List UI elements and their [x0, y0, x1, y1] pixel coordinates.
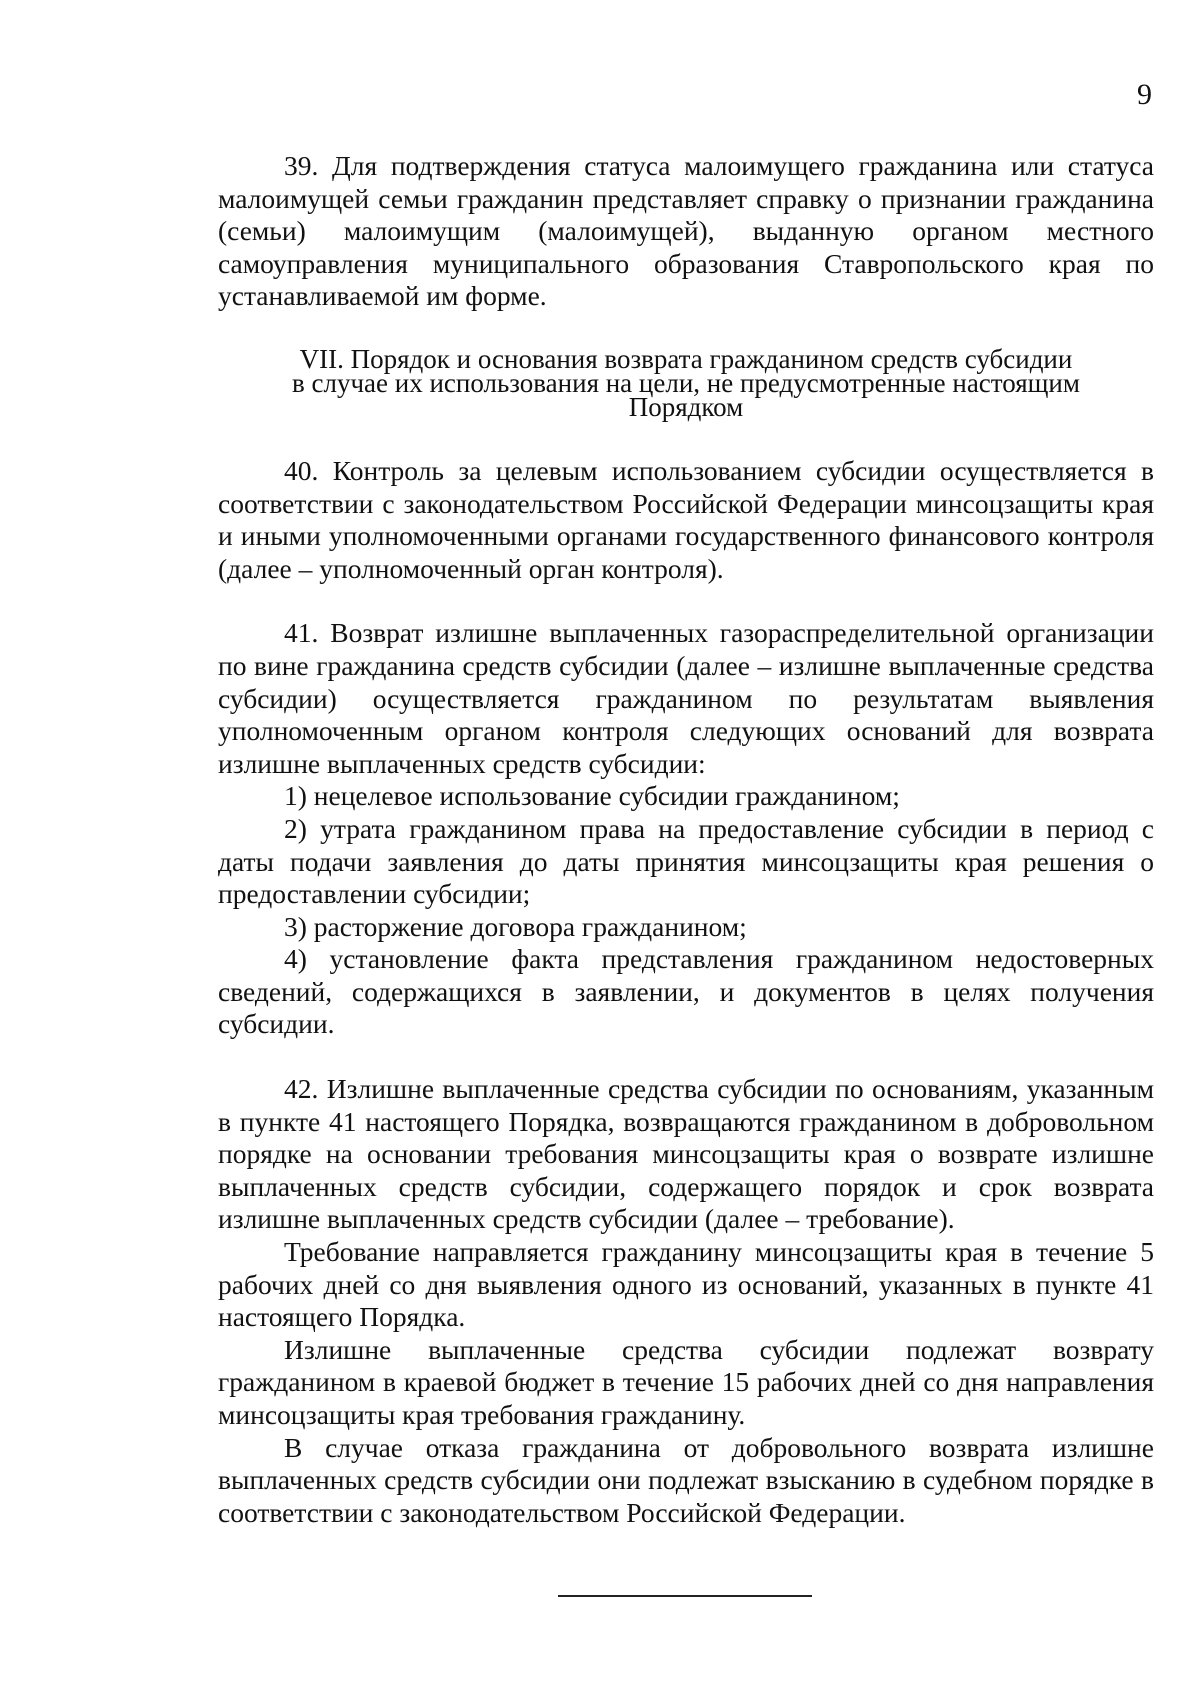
paragraph-41-item-3: 3) расторжение договора гражданином; — [284, 910, 747, 942]
paragraph-41-item-1: 1) нецелевое использование субсидии гражданином; — [284, 780, 900, 812]
section-heading-line-2: в случае их использования на цели, не предусмотренные настоящим — [292, 367, 1080, 398]
paragraph-40: 40. Контроль за целевым использованием субсидии осуществляется в соответствии с законодательством Российской Федерации минсоцзащиты края и иными уполномоченными органами государственного финансового контроля (далее – уполномоченный орган контроля). — [218, 454, 1154, 584]
paragraph-42: 42. Излишне выплаченные средства субсидии по основаниям, указанным в пункте 41 настоящего Порядка, возвращаются гражданином в добровольном порядке на основании требования минсоцзащиты края о возврате излишне выплаченных средств субсидии, содержащего порядок и срок возврата излишне выплаченных средств субсидии (далее – требование). — [218, 1073, 1154, 1235]
paragraph-41-item-2: 2) утрата гражданином права на предоставление субсидии в период с даты подачи заявления до даты принятия минсоцзащиты края решения о предоставлении субсидии; — [218, 812, 1154, 910]
document-body — [218, 150, 1154, 1529]
paragraph-39: 39. Для подтверждения статуса малоимущего гражданина или статуса малоимущей семьи гражданин представляет справку о признании гражданина (семьи) малоимущим (малоимущей), выданную органом местного самоуправления муниципального образования Ставропольского края по устанавливаемой им форме. — [218, 150, 1154, 312]
paragraph-41: 41. Возврат излишне выплаченных газораспределительной организации по вине гражданина средств субсидии (далее – излишне выплаченные средства субсидии) осуществляется гражданином по результатам выявления уполномоченным органом контроля следующих оснований для возврата излишне выплаченных средств субсидии: — [218, 617, 1154, 779]
closing-divider-line — [558, 1595, 812, 1597]
section-heading-line-3: Порядком — [628, 391, 744, 422]
section-heading-line-1: VII. Порядок и основания возврата гражданином средств субсидии — [299, 343, 1073, 374]
paragraph-42-court-recovery: В случае отказа гражданина от добровольного возврата излишне выплаченных средств субсидии они подлежат взысканию в судебном порядке в соответствии с законодательством Российской Федерации. — [218, 1431, 1154, 1528]
paragraph-42-refund-term: Излишне выплаченные средства субсидии подлежат возврату гражданином в краевой бюджет в течение 15 рабочих дней со дня направления минсоцзащиты края требования гражданину. — [218, 1333, 1154, 1430]
paragraph-41-item-4: 4) установление факта представления гражданином недостоверных сведений, содержащихся в заявлении, и документов в целях получения субсидии. — [218, 943, 1154, 1040]
section-heading — [218, 343, 1154, 422]
page-number: 9 — [1137, 78, 1152, 111]
paragraph-42-requirement-sent: Требование направляется гражданину минсоцзащиты края в течение 5 рабочих дней со дня выявления одного из оснований, указанных в пункте 41 настоящего Порядка. — [218, 1236, 1154, 1333]
